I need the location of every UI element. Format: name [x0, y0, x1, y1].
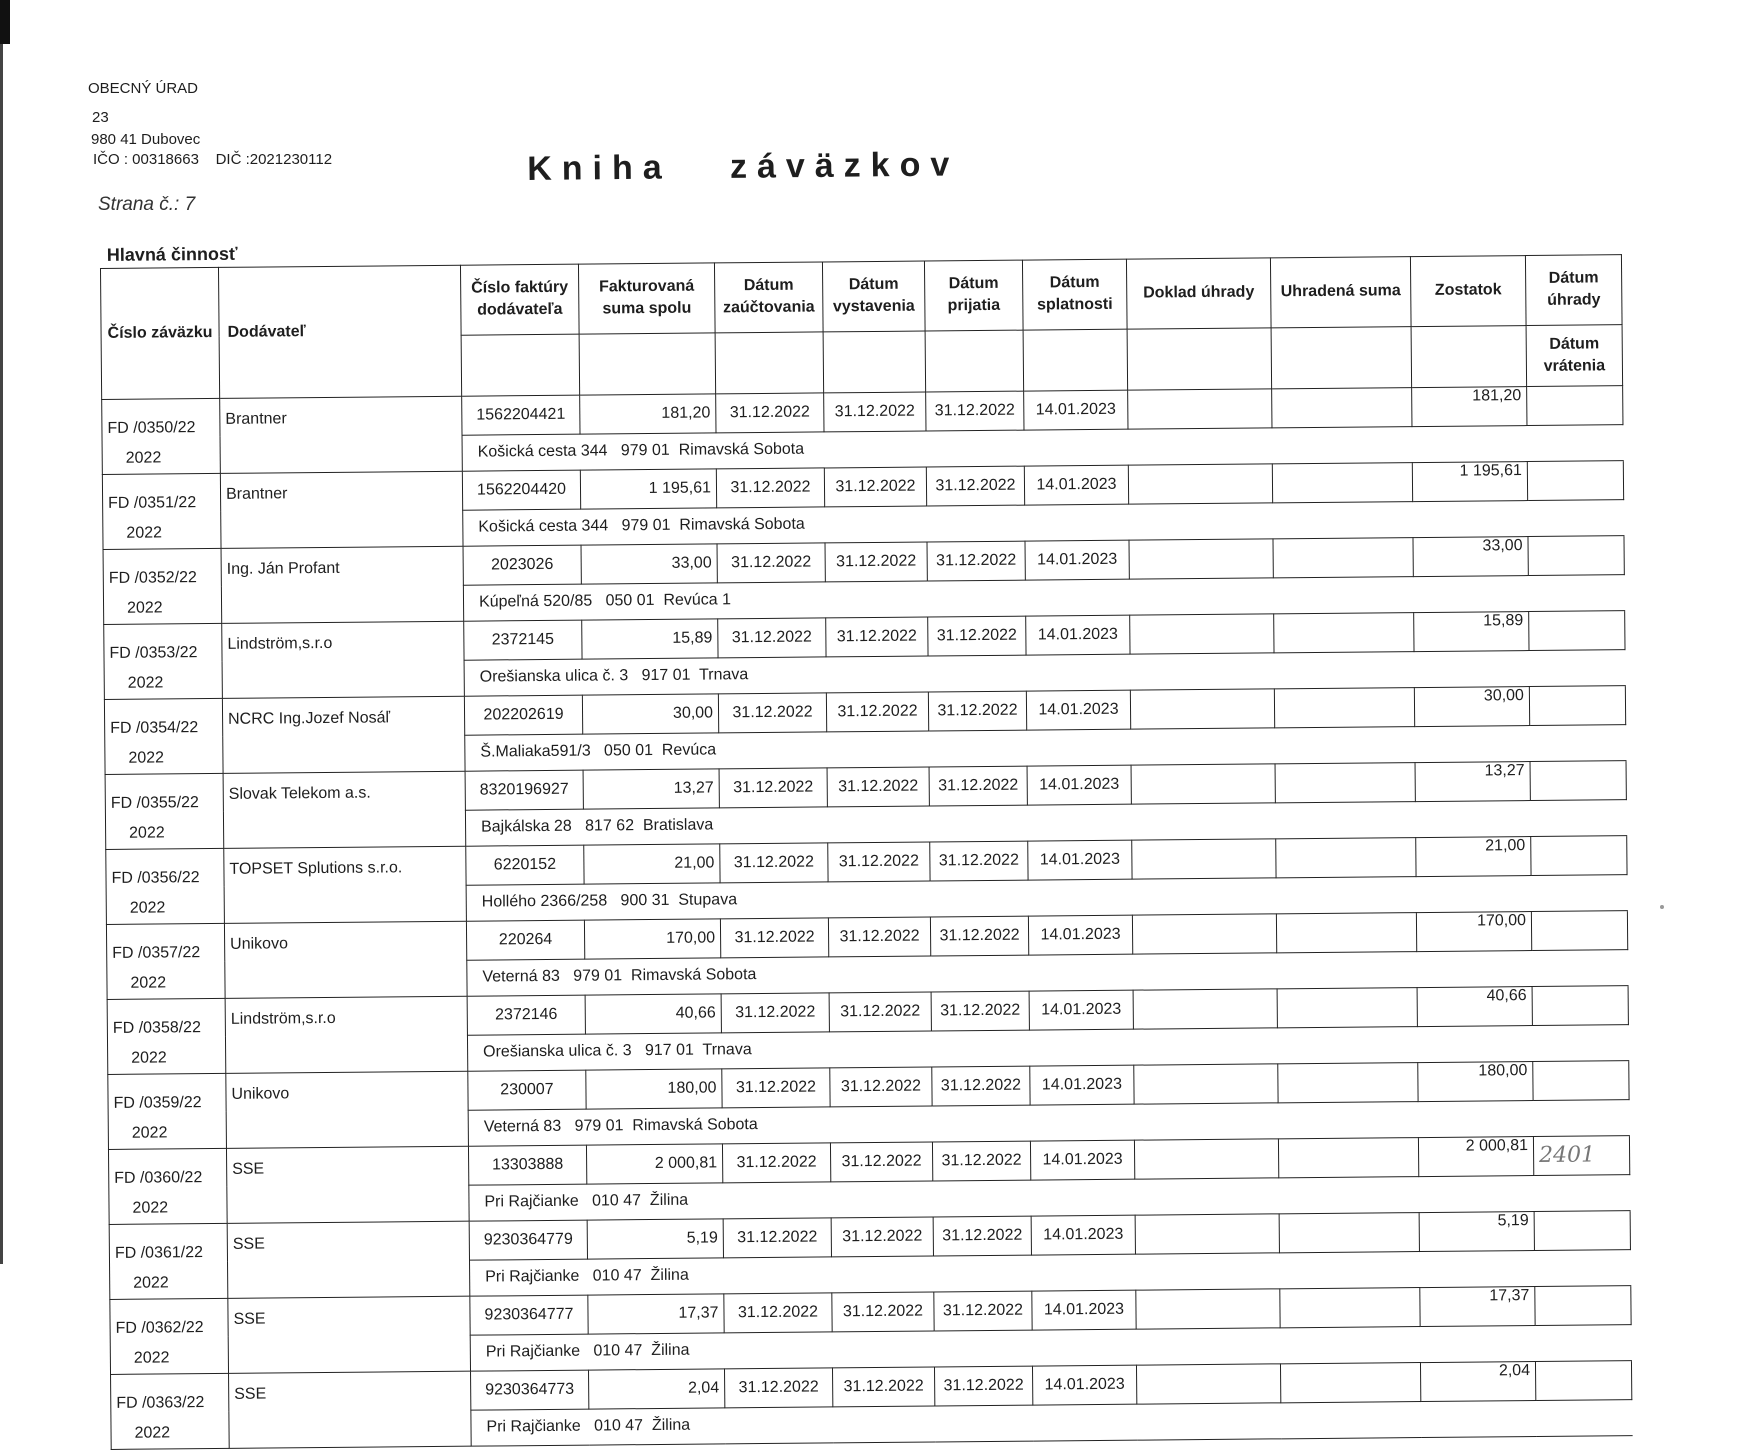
col-doklad-uhrady: Doklad úhrady	[1126, 258, 1271, 329]
invoice-amount: 13,27	[583, 769, 719, 809]
date-issued: 31.12.2022	[832, 1367, 934, 1407]
section-title: Hlavná činnosť	[106, 243, 238, 265]
date-issued: 31.12.2022	[828, 917, 930, 957]
col-cislo-faktury: Číslo faktúry dodávateľa	[460, 264, 579, 335]
payment-doc	[1128, 389, 1272, 429]
zavazok-id: FD /0363/22	[116, 1394, 205, 1412]
supplier-address: Veterná 83 979 01 Rimavská Sobota	[468, 1099, 1629, 1146]
zavazok-id: FD /0352/22	[108, 569, 197, 587]
date-due: 14.01.2023	[1028, 915, 1132, 955]
zavazok-cell	[104, 623, 223, 699]
date-received: 31.12.2022	[926, 391, 1024, 431]
org-city: 980 41 Dubovec	[91, 131, 201, 148]
balance: 13,27	[1415, 762, 1530, 802]
supplier-address: Pri Rajčianke 010 47 Žilina	[469, 1249, 1630, 1296]
zavazok-cell	[111, 1373, 230, 1449]
paid-amount	[1274, 688, 1414, 728]
date-booked: 31.12.2022	[724, 1293, 832, 1333]
invoice-number: 9230364779	[469, 1220, 587, 1260]
date-issued: 31.12.2022	[826, 692, 928, 732]
date-issued: 31.12.2022	[827, 767, 929, 807]
date-due: 14.01.2023	[1032, 1365, 1136, 1405]
balance: 2 000,81	[1418, 1137, 1533, 1177]
supplier-address: Košická cesta 344 979 01 Rimavská Sobota	[462, 424, 1623, 471]
ledger-table	[100, 254, 1633, 1450]
date-booked: 31.12.2022	[717, 543, 825, 583]
balance: 181,20	[1412, 387, 1527, 427]
zavazok-id: FD /0357/22	[112, 944, 201, 962]
col-datum-uhrady: Dátum úhrady	[1525, 255, 1622, 325]
date-issued: 31.12.2022	[824, 392, 926, 432]
date-booked: 31.12.2022	[721, 993, 829, 1033]
date-due: 14.01.2023	[1032, 1290, 1136, 1330]
invoice-number: 13303888	[468, 1145, 586, 1185]
paid-amount	[1278, 1138, 1418, 1178]
payment-doc	[1133, 989, 1277, 1029]
org-name: OBECNÝ ÚRAD	[88, 80, 199, 97]
payment-doc	[1131, 764, 1275, 804]
invoice-amount: 15,89	[582, 619, 718, 659]
supplier-name: SSE	[229, 1371, 472, 1448]
col-datum-prijatia: Dátum prijatia	[924, 260, 1023, 330]
supplier-name: NCRC Ing.Jozef Nosáľ	[222, 696, 465, 773]
date-due: 14.01.2023	[1029, 990, 1133, 1030]
supplier-name: SSE	[226, 1146, 469, 1223]
invoice-amount: 30,00	[582, 694, 718, 734]
invoice-number: 9230364777	[470, 1295, 588, 1335]
invoice-number: 2372146	[467, 995, 585, 1035]
page-number: Strana č.: 7	[98, 194, 196, 215]
invoice-amount: 21,00	[584, 844, 720, 884]
col-uhradena-suma: Uhradená suma	[1270, 257, 1411, 328]
invoice-amount: 33,00	[581, 544, 717, 584]
zavazok-id: FD /0354/22	[110, 719, 199, 737]
invoice-amount: 17,37	[588, 1294, 724, 1334]
payment-date	[1527, 461, 1623, 501]
paid-amount	[1279, 1213, 1419, 1253]
zavazok-cell	[102, 398, 221, 474]
col-fakturovana-suma: Fakturovaná suma spolu	[578, 263, 715, 334]
payment-date	[1534, 1211, 1630, 1251]
payment-doc	[1134, 1064, 1278, 1104]
payment-date	[1531, 836, 1627, 876]
balance: 17,37	[1420, 1287, 1535, 1327]
supplier-address: Košická cesta 344 979 01 Rimavská Sobota	[463, 499, 1624, 546]
paid-amount	[1274, 613, 1414, 653]
supplier-address: Kúpeľná 520/85 050 01 Revúca 1	[463, 574, 1624, 621]
zavazok-id: FD /0356/22	[111, 869, 200, 887]
payment-doc	[1136, 1289, 1280, 1329]
date-issued: 31.12.2022	[831, 1217, 933, 1257]
date-received: 31.12.2022	[926, 466, 1024, 506]
zavazok-id: FD /0359/22	[113, 1094, 202, 1112]
zavazok-cell	[110, 1298, 229, 1374]
zavazok-id: FD /0362/22	[115, 1319, 204, 1337]
table-header	[100, 255, 1622, 400]
payment-date	[1528, 536, 1624, 576]
date-booked: 31.12.2022	[722, 1143, 830, 1183]
col-zostatok: Zostatok	[1410, 256, 1526, 327]
payment-doc	[1135, 1214, 1279, 1254]
payment-doc	[1132, 914, 1276, 954]
date-issued: 31.12.2022	[826, 617, 928, 657]
zavazok-id: FD /0350/22	[107, 419, 196, 437]
zavazok-id: FD /0351/22	[108, 494, 197, 512]
invoice-amount: 2 000,81	[586, 1144, 722, 1184]
date-issued: 31.12.2022	[824, 467, 926, 507]
zavazok-year: 2022	[129, 899, 166, 917]
paid-amount	[1273, 538, 1413, 578]
org-ids: IČO : 00318663 DIČ :2021230112	[93, 151, 333, 168]
date-received: 31.12.2022	[934, 1291, 1032, 1331]
zavazok-year: 2022	[132, 1199, 169, 1217]
date-booked: 31.12.2022	[716, 393, 824, 433]
invoice-number: 230007	[468, 1070, 586, 1110]
balance: 1 195,61	[1412, 462, 1527, 502]
supplier-name: SSE	[228, 1296, 471, 1373]
zavazok-cell	[106, 923, 225, 999]
zavazok-id: FD /0355/22	[110, 794, 199, 812]
paid-amount	[1280, 1363, 1420, 1403]
zavazok-cell	[103, 548, 222, 624]
balance: 5,19	[1419, 1212, 1534, 1252]
payment-doc	[1134, 1139, 1278, 1179]
invoice-amount: 2,04	[589, 1369, 725, 1409]
date-issued: 31.12.2022	[829, 992, 931, 1032]
balance: 33,00	[1413, 537, 1528, 577]
zavazok-year: 2022	[131, 1124, 168, 1142]
date-issued: 31.12.2022	[828, 842, 930, 882]
date-received: 31.12.2022	[929, 766, 1027, 806]
supplier-address: Pri Rajčianke 010 47 Žilina	[470, 1324, 1631, 1371]
invoice-number: 6220152	[466, 845, 584, 885]
invoice-number: 202202619	[464, 695, 582, 735]
date-issued: 31.12.2022	[832, 1292, 934, 1332]
supplier-address: Pri Rajčianke 010 47 Žilina	[471, 1399, 1632, 1446]
col-cislo-zavazku: Číslo záväzku	[100, 267, 219, 399]
zavazok-cell	[106, 848, 225, 924]
supplier-name: Ing. Ján Profant	[221, 546, 464, 623]
date-booked: 31.12.2022	[716, 468, 824, 508]
date-received: 31.12.2022	[930, 916, 1028, 956]
supplier-address: Pri Rajčianke 010 47 Žilina	[469, 1174, 1630, 1221]
date-received: 31.12.2022	[927, 541, 1025, 581]
invoice-amount: 40,66	[585, 994, 721, 1034]
supplier-address: Veterná 83 979 01 Rimavská Sobota	[467, 949, 1628, 996]
date-received: 31.12.2022	[933, 1216, 1031, 1256]
org-address: 23	[92, 109, 109, 126]
date-received: 31.12.2022	[931, 991, 1029, 1031]
balance: 15,89	[1414, 612, 1529, 652]
zavazok-year: 2022	[126, 524, 163, 542]
date-booked: 31.12.2022	[724, 1368, 832, 1408]
col-datum-vystavenia: Dátum vystavenia	[822, 261, 925, 331]
date-booked: 31.12.2022	[720, 843, 828, 883]
paid-amount	[1275, 763, 1415, 803]
balance: 180,00	[1418, 1062, 1533, 1102]
zavazok-year: 2022	[125, 449, 162, 467]
paid-amount	[1276, 913, 1416, 953]
date-due: 14.01.2023	[1028, 840, 1132, 880]
balance: 21,00	[1416, 837, 1531, 877]
supplier-name: SSE	[227, 1221, 470, 1298]
supplier-name: TOPSET Splutions s.r.o.	[224, 846, 467, 923]
date-received: 31.12.2022	[928, 691, 1026, 731]
date-due: 14.01.2023	[1030, 1065, 1134, 1105]
date-due: 14.01.2023	[1027, 765, 1131, 805]
date-booked: 31.12.2022	[719, 768, 827, 808]
zavazok-year: 2022	[134, 1424, 171, 1442]
handwritten-note: 2401	[1538, 1142, 1596, 1169]
zavazok-year: 2022	[131, 1049, 167, 1067]
zavazok-year: 2022	[130, 974, 167, 992]
date-received: 31.12.2022	[932, 1141, 1030, 1181]
date-booked: 31.12.2022	[723, 1218, 831, 1258]
date-booked: 31.12.2022	[722, 1068, 830, 1108]
payment-date	[1533, 1061, 1629, 1101]
date-due: 14.01.2023	[1026, 615, 1130, 655]
zavazok-cell	[102, 473, 221, 549]
supplier-address: Orešianska ulica č. 3 917 01 Trnava	[467, 1024, 1628, 1071]
payment-date	[1529, 686, 1625, 726]
date-received: 31.12.2022	[932, 1066, 1030, 1106]
zavazok-cell	[107, 998, 226, 1074]
date-received: 31.12.2022	[930, 841, 1028, 881]
scan-speck	[1660, 905, 1664, 909]
invoice-number: 2023026	[463, 545, 581, 585]
paid-amount	[1280, 1288, 1420, 1328]
col-datum-zauctovania: Dátum zaúčtovania	[714, 262, 823, 332]
zavazok-year: 2022	[133, 1349, 170, 1367]
document-title: Kniha záväzkov	[527, 145, 960, 188]
zavazok-year: 2022	[126, 599, 163, 617]
zavazok-id: FD /0361/22	[114, 1244, 204, 1262]
payment-doc	[1136, 1364, 1280, 1404]
zavazok-cell	[108, 1148, 227, 1224]
table-body	[102, 386, 1632, 1450]
payment-doc	[1132, 839, 1276, 879]
col-datum-vratenia: Dátum vrátenia	[1526, 324, 1623, 386]
date-issued: 31.12.2022	[830, 1067, 932, 1107]
supplier-address: Hollého 2366/258 900 31 Stupava	[466, 874, 1627, 921]
invoice-amount: 180,00	[586, 1069, 722, 1109]
col-datum-splatnosti: Dátum splatnosti	[1022, 259, 1127, 329]
supplier-address: Bajkálska 28 817 62 Bratislava	[465, 799, 1626, 846]
invoice-number: 9230364773	[471, 1370, 589, 1410]
date-issued: 31.12.2022	[830, 1142, 932, 1182]
zavazok-year: 2022	[129, 824, 165, 842]
payment-date	[1529, 611, 1625, 651]
col-dodavatel: Dodávateľ	[218, 265, 461, 398]
invoice-number: 8320196927	[465, 770, 583, 810]
date-received: 31.12.2022	[934, 1366, 1032, 1406]
zavazok-cell	[104, 698, 223, 774]
invoice-amount: 170,00	[584, 919, 720, 959]
invoice-amount: 5,19	[587, 1219, 723, 1259]
payment-date	[1535, 1361, 1631, 1401]
date-booked: 31.12.2022	[718, 618, 826, 658]
payment-date	[1527, 386, 1623, 426]
payment-doc	[1128, 464, 1272, 504]
supplier-name: Lindström,s.r.o	[222, 621, 465, 698]
date-booked: 31.12.2022	[718, 693, 826, 733]
date-due: 14.01.2023	[1030, 1140, 1134, 1180]
zavazok-year: 2022	[133, 1274, 169, 1292]
date-booked: 31.12.2022	[720, 918, 828, 958]
zavazok-id: FD /0353/22	[109, 644, 198, 662]
invoice-number: 2372145	[464, 620, 582, 660]
supplier-name: Brantner	[220, 471, 463, 548]
date-due: 14.01.2023	[1026, 690, 1130, 730]
payment-doc	[1130, 614, 1274, 654]
zavazok-cell	[109, 1223, 228, 1299]
invoice-number: 220264	[466, 920, 584, 960]
payment-date	[1531, 911, 1627, 951]
payment-date	[1533, 1136, 1629, 1176]
zavazok-cell	[105, 773, 224, 849]
supplier-name: Unikovo	[226, 1071, 469, 1148]
payment-date	[1535, 1286, 1631, 1326]
balance: 2,04	[1420, 1362, 1535, 1402]
balance: 30,00	[1414, 687, 1529, 727]
invoice-amount: 181,20	[580, 394, 716, 434]
zavazok-id: FD /0360/22	[114, 1169, 203, 1187]
zavazok-year: 2022	[128, 749, 165, 767]
zavazok-cell	[108, 1073, 227, 1149]
payment-date	[1532, 986, 1628, 1026]
payment-date	[1530, 761, 1626, 801]
supplier-name: Lindström,s.r.o	[225, 996, 468, 1073]
supplier-address: Š.Maliaka591/3 050 01 Revúca	[465, 724, 1626, 771]
paid-amount	[1276, 838, 1416, 878]
invoice-number: 1562204421	[462, 395, 580, 435]
date-issued: 31.12.2022	[825, 542, 927, 582]
date-received: 31.12.2022	[928, 616, 1026, 656]
supplier-address: Orešianska ulica č. 3 917 01 Trnava	[464, 649, 1625, 696]
supplier-name: Unikovo	[224, 921, 467, 998]
payment-doc	[1130, 689, 1274, 729]
paid-amount	[1272, 463, 1412, 503]
payment-doc	[1129, 539, 1273, 579]
balance: 40,66	[1417, 987, 1532, 1027]
zavazok-id: FD /0358/22	[112, 1019, 202, 1037]
date-due: 14.01.2023	[1025, 540, 1129, 580]
date-due: 14.01.2023	[1031, 1215, 1135, 1255]
paid-amount	[1277, 988, 1417, 1028]
invoice-amount: 1 195,61	[580, 469, 716, 509]
paid-amount	[1278, 1063, 1418, 1103]
supplier-name: Slovak Telekom a.s.	[223, 771, 466, 848]
balance: 170,00	[1416, 912, 1531, 952]
supplier-name: Brantner	[220, 396, 463, 473]
zavazok-year: 2022	[127, 674, 164, 692]
invoice-number: 1562204420	[462, 470, 580, 510]
paid-amount	[1272, 388, 1412, 428]
date-due: 14.01.2023	[1024, 465, 1128, 505]
date-due: 14.01.2023	[1024, 390, 1128, 430]
